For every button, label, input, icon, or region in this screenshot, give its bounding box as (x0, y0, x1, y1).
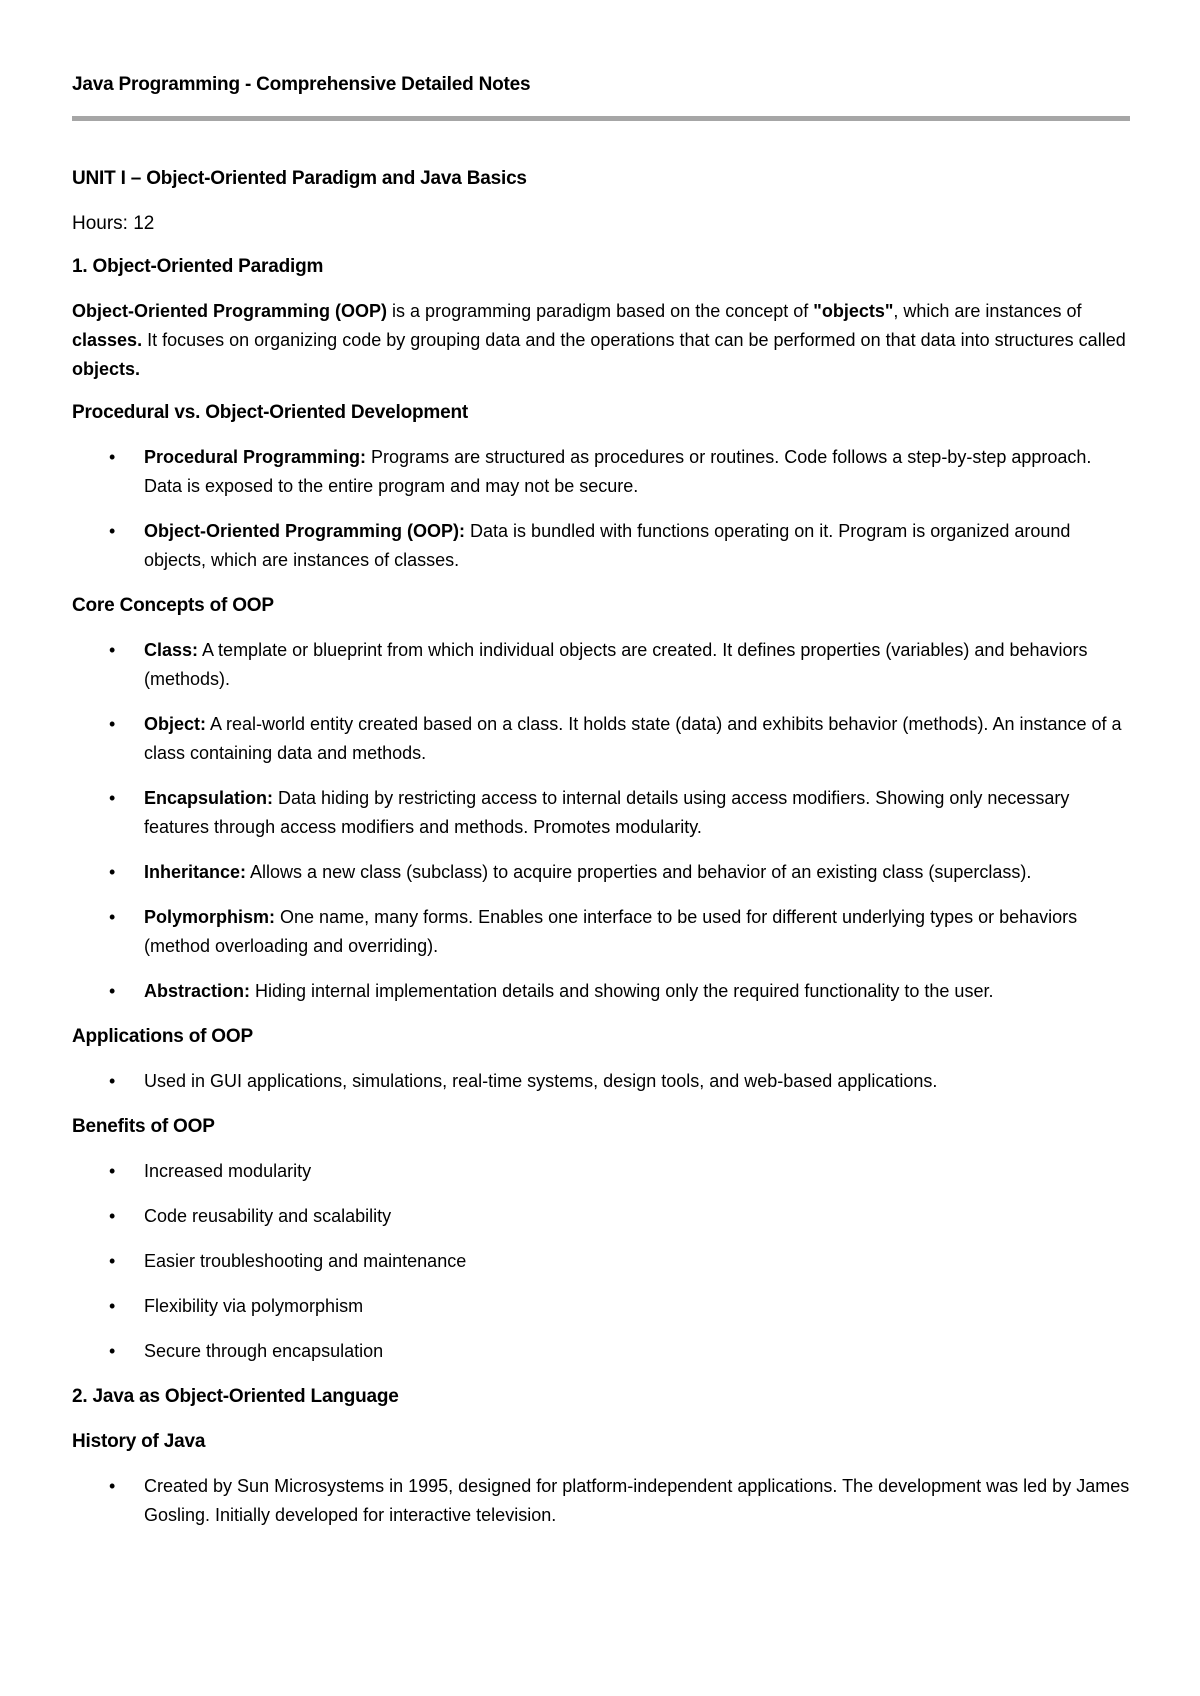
bullet-icon: • (109, 1161, 116, 1181)
section-1-title: 1. Object-Oriented Paradigm (72, 256, 324, 277)
intro-objects-term-2: objects. (72, 359, 141, 379)
bullet-icon: • (109, 521, 116, 541)
item-text: Increased modularity (144, 1161, 312, 1181)
core-concepts-list (72, 636, 1132, 1006)
history-list (72, 1472, 1132, 1530)
list-item (72, 1337, 1132, 1366)
list-item (72, 903, 1132, 961)
item-text: Secure through encapsulation (144, 1341, 384, 1361)
benefits-heading: Benefits of OOP (72, 1116, 215, 1137)
item-desc: Data hiding by restricting access to internal details using access modifiers. Showing only necessary features through access modifiers and methods. Promotes modularity. (144, 788, 1070, 837)
list-item (72, 784, 1132, 842)
item-text: Flexibility via polymorphism (144, 1296, 364, 1316)
unit-title: UNIT I – Object-Oriented Paradigm and Java Basics (72, 168, 527, 189)
item-text: Created by Sun Microsystems in 1995, designed for platform-independent applications. The development was led by James Gosling. Initially developed for interactive television. (144, 1476, 1130, 1525)
item-text: Code reusability and scalability (144, 1206, 392, 1226)
intro-term: Object-Oriented Programming (OOP) (72, 301, 388, 321)
item-term: Encapsulation: (144, 788, 274, 808)
bullet-icon: • (109, 1251, 116, 1271)
item-text: Easier troubleshooting and maintenance (144, 1251, 467, 1271)
title-divider (72, 116, 1130, 121)
bullet-icon: • (109, 1296, 116, 1316)
list-item (72, 1202, 1132, 1231)
history-heading: History of Java (72, 1431, 206, 1452)
list-item (72, 710, 1132, 768)
item-desc: One name, many forms. Enables one interface to be used for different underlying types or behaviors (method overloading and overriding). (144, 907, 1078, 956)
intro-objects-term: "objects" (813, 301, 894, 321)
item-term: Object-Oriented Programming (OOP): (144, 521, 466, 541)
item-term: Procedural Programming: (144, 447, 367, 467)
list-item (72, 517, 1132, 575)
oop-intro-paragraph (72, 297, 1132, 384)
bullet-icon: • (109, 862, 116, 882)
list-item (72, 977, 1132, 1006)
document-title: Java Programming - Comprehensive Detailed Notes (72, 74, 531, 95)
procedural-list (72, 443, 1132, 575)
list-item (72, 1292, 1132, 1321)
list-item (72, 443, 1132, 501)
intro-classes-term: classes. (72, 330, 143, 350)
item-term: Abstraction: (144, 981, 251, 1001)
bullet-icon: • (109, 1476, 116, 1496)
applications-list (72, 1067, 1132, 1096)
list-item (72, 1067, 1132, 1096)
intro-text-3: It focuses on organizing code by grouping data and the operations that can be performed on that data into structures called (142, 330, 1126, 350)
bullet-icon: • (109, 981, 116, 1001)
item-text: Used in GUI applications, simulations, real-time systems, design tools, and web-based applications. (144, 1071, 938, 1091)
list-item (72, 1472, 1132, 1530)
bullet-icon: • (109, 640, 116, 660)
intro-text-2: , which are instances of (893, 301, 1082, 321)
item-term: Polymorphism: (144, 907, 276, 927)
list-item (72, 636, 1132, 694)
list-item (72, 1247, 1132, 1276)
item-desc: Hiding internal implementation details and showing only the required functionality to the user. (250, 981, 994, 1001)
item-desc: Allows a new class (subclass) to acquire properties and behavior of an existing class (superclass). (246, 862, 1032, 882)
item-term: Object: (144, 714, 207, 734)
item-desc: Data is bundled with functions operating on it. Program is organized around objects, which are instances of classes. (144, 521, 1071, 570)
document-body (72, 164, 1132, 1546)
item-desc: A real-world entity created based on a class. It holds state (data) and exhibits behavior (methods). An instance of a class containing data and methods. (144, 714, 1122, 763)
unit-hours: Hours: 12 (72, 213, 155, 234)
list-item (72, 1157, 1132, 1186)
core-concepts-heading: Core Concepts of OOP (72, 595, 274, 616)
item-desc: Programs are structured as procedures or routines. Code follows a step-by-step approach. Data is exposed to the entire program and may not be secure. (144, 447, 1092, 496)
procedural-heading: Procedural vs. Object-Oriented Development (72, 402, 468, 423)
bullet-icon: • (109, 1206, 116, 1226)
bullet-icon: • (109, 1071, 116, 1091)
bullet-icon: • (109, 447, 116, 467)
applications-heading: Applications of OOP (72, 1026, 253, 1047)
item-term: Class: (144, 640, 199, 660)
bullet-icon: • (109, 788, 116, 808)
list-item (72, 858, 1132, 887)
item-desc: A template or blueprint from which individual objects are created. It defines properties (variables) and behaviors (methods). (144, 640, 1088, 689)
bullet-icon: • (109, 1341, 116, 1361)
benefits-list (72, 1157, 1132, 1366)
bullet-icon: • (109, 907, 116, 927)
intro-text-1: is a programming paradigm based on the concept of (387, 301, 814, 321)
bullet-icon: • (109, 714, 116, 734)
item-term: Inheritance: (144, 862, 247, 882)
section-2-title: 2. Java as Object-Oriented Language (72, 1386, 399, 1407)
